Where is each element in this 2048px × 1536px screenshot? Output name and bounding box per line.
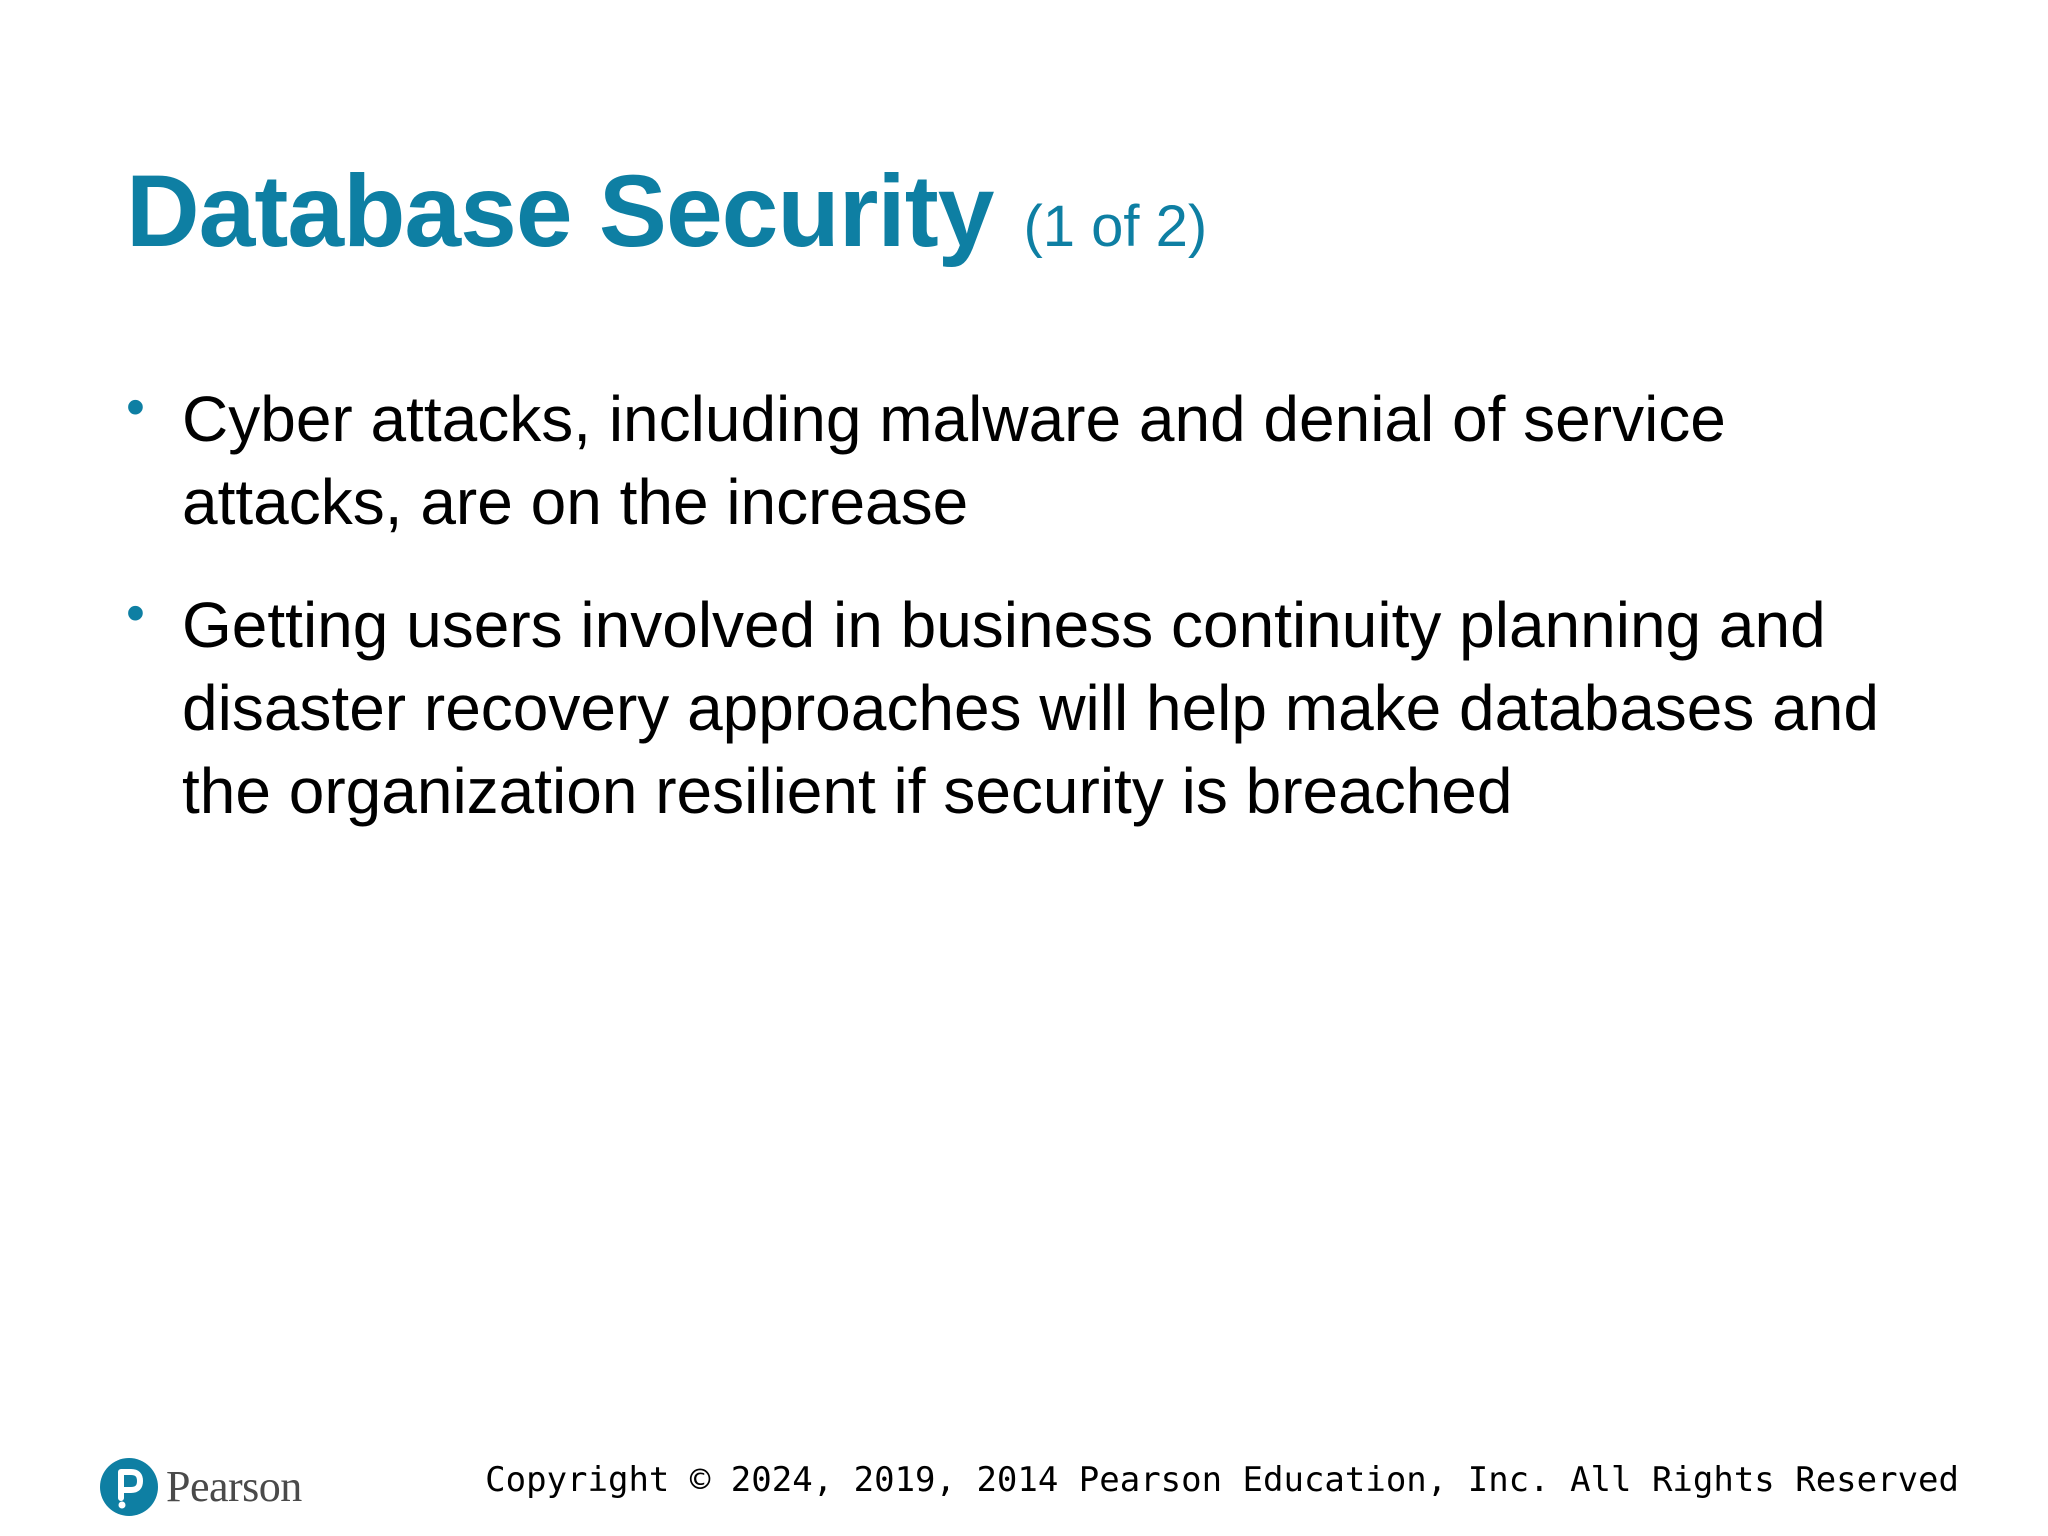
bullet-dot-icon: • — [126, 583, 145, 643]
slide-title — [126, 154, 1208, 290]
copyright-notice: Copyright © 2024, 2019, 2014 Pearson Education, Inc. All Rights Reserved — [485, 1460, 1959, 1500]
pearson-logo-text: Pearson — [166, 1462, 302, 1511]
bullet-item — [126, 378, 1926, 544]
bullet-dot-icon: • — [126, 377, 145, 437]
bullet-item — [126, 584, 1926, 833]
bullet-text: Getting users involved in business continuity planning and disaster recovery approaches will help make databases and the organization resilient if security is breached — [182, 589, 1879, 827]
pearson-logo — [100, 1455, 302, 1519]
pearson-logo-icon — [100, 1458, 158, 1516]
title-page-indicator: (1 of 2) — [1023, 194, 1208, 259]
bullet-list — [126, 378, 1926, 873]
title-main: Database Security — [126, 154, 994, 268]
bullet-text: Cyber attacks, including malware and denial of service attacks, are on the increase — [182, 383, 1726, 538]
